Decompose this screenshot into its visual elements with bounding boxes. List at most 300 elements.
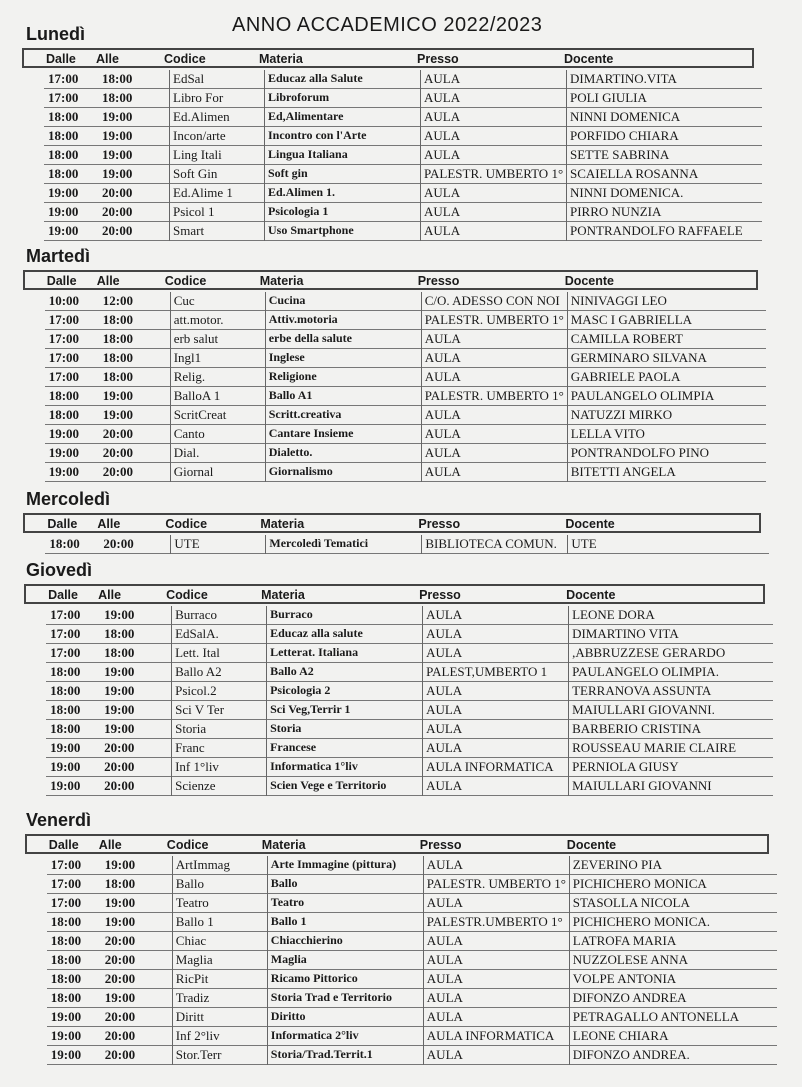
cell-presso: AULA — [423, 989, 569, 1008]
cell-dalle: 17:00 — [48, 369, 80, 384]
table-row — [45, 368, 766, 387]
cell-alle: 20:00 — [104, 740, 135, 755]
document-title: ANNO ACCADEMICO 2022/2023 — [232, 14, 543, 36]
cell-docente: LEONE DORA — [568, 606, 773, 625]
cell-alle: 19:00 — [104, 990, 136, 1005]
cell-dalle: 18:00 — [48, 147, 79, 162]
table-header — [24, 584, 765, 604]
cell-codice: Ed.Alime 1 — [169, 184, 264, 203]
cell-alle: 19:00 — [104, 702, 135, 717]
cell-dalle: 19:00 — [50, 1047, 82, 1062]
cell-alle: 20:00 — [103, 536, 134, 551]
table-row — [45, 535, 769, 554]
cell-docente: ROUSSEAU MARIE CLAIRE — [568, 739, 773, 758]
header-dalle: Dalle — [48, 838, 79, 852]
table-row — [46, 682, 773, 701]
cell-dalle: 19:00 — [50, 778, 81, 793]
header-docente: Docente — [566, 588, 616, 602]
table-row — [44, 108, 762, 127]
cell-materia: Informatica 1°liv — [266, 758, 422, 777]
cell-presso: AULA — [423, 970, 569, 989]
cell-alle: 20:00 — [104, 1009, 136, 1024]
cell-docente: ,ABBRUZZESE GERARDO — [568, 644, 773, 663]
cell-materia: Mercoledì Tematici — [265, 535, 421, 554]
cell-docente: MAIULLARI GIOVANNI — [568, 777, 773, 796]
cell-materia: Burraco — [266, 606, 422, 625]
cell-codice: Lett. Ital — [171, 644, 266, 663]
table-row — [45, 311, 766, 330]
cell-materia: Scien Vege e Territorio — [266, 777, 422, 796]
cell-materia: Maglia — [267, 951, 423, 970]
cell-codice: EdSal — [169, 70, 264, 89]
cell-materia: Arte Immagine (pittura) — [267, 856, 423, 875]
cell-alle: 18:00 — [102, 369, 134, 384]
cell-codice: Tradiz — [172, 989, 267, 1008]
cell-dalle: 19:00 — [50, 740, 81, 755]
cell-alle: 19:00 — [104, 664, 135, 679]
cell-materia: Francese — [266, 739, 422, 758]
cell-dalle: 19:00 — [48, 464, 80, 479]
table-row — [46, 758, 773, 777]
cell-dalle: 17:00 — [48, 312, 80, 327]
header-codice: Codice — [164, 274, 207, 288]
header-presso: Presso — [418, 517, 461, 531]
cell-dalle: 19:00 — [48, 223, 79, 238]
cell-presso: AULA — [422, 682, 568, 701]
header-alle: Alle — [98, 838, 122, 852]
cell-dalle: 17:00 — [48, 331, 80, 346]
table-row — [46, 625, 773, 644]
cell-dalle: 18:00 — [50, 702, 81, 717]
table-row — [47, 856, 777, 875]
cell-materia: Informatica 2°liv — [267, 1027, 423, 1046]
cell-dalle: 17:00 — [48, 71, 79, 86]
cell-presso: PALESTR. UMBERTO 1° — [420, 165, 566, 184]
cell-materia: Letterat. Italiana — [266, 644, 422, 663]
cell-alle: 20:00 — [102, 223, 133, 238]
cell-dalle: 18:00 — [48, 166, 79, 181]
table-row — [47, 951, 777, 970]
header-alle: Alle — [96, 52, 119, 66]
cell-dalle: 10:00 — [48, 293, 80, 308]
cell-materia: Inglese — [265, 349, 421, 368]
cell-alle: 20:00 — [104, 1028, 136, 1043]
cell-materia: Educaz alla Salute — [264, 70, 420, 89]
cell-materia: Psicologia 1 — [264, 203, 420, 222]
cell-docente: LEONE CHIARA — [569, 1027, 777, 1046]
cell-presso: BIBLIOTECA COMUN. — [421, 535, 567, 554]
cell-dalle: 17:00 — [50, 857, 82, 872]
cell-dalle: 18:00 — [48, 109, 79, 124]
header-dalle: Dalle — [47, 517, 78, 531]
cell-docente: GABRIELE PAOLA — [567, 368, 766, 387]
table-row — [46, 777, 773, 796]
header-materia: Materia — [260, 517, 305, 531]
cell-materia: Educaz alla salute — [266, 625, 422, 644]
cell-dalle: 18:00 — [50, 683, 81, 698]
cell-codice: Canto — [170, 425, 265, 444]
table-row — [47, 913, 777, 932]
cell-alle: 20:00 — [104, 1047, 136, 1062]
cell-materia: Scritt.creativa — [265, 406, 421, 425]
cell-codice: Ed.Alimen — [169, 108, 264, 127]
cell-dalle: 17:00 — [48, 350, 80, 365]
cell-codice: Soft Gin — [169, 165, 264, 184]
cell-docente: MASC I GABRIELLA — [567, 311, 766, 330]
cell-alle: 19:00 — [104, 914, 136, 929]
cell-alle: 19:00 — [104, 721, 135, 736]
cell-dalle: 19:00 — [50, 1028, 82, 1043]
cell-docente: UTE — [567, 535, 769, 554]
cell-presso: PALESTR. UMBERTO 1° — [421, 387, 567, 406]
table-row — [45, 444, 766, 463]
cell-dalle: 19:00 — [50, 759, 81, 774]
header-codice: Codice — [164, 52, 206, 66]
cell-alle: 20:00 — [102, 204, 133, 219]
header-codice: Codice — [166, 588, 208, 602]
cell-codice: Ballo — [172, 875, 267, 894]
cell-docente: DIMARTINO VITA — [568, 625, 773, 644]
cell-docente: PAULANGELO OLIMPIA — [567, 387, 766, 406]
cell-docente: PICHICHERO MONICA — [569, 875, 777, 894]
cell-dalle: 17:00 — [48, 90, 79, 105]
header-codice: Codice — [166, 838, 209, 852]
cell-codice: Inf 1°liv — [171, 758, 266, 777]
cell-docente: DIFONZO ANDREA — [569, 989, 777, 1008]
cell-codice: Dial. — [170, 444, 265, 463]
cell-dalle: 18:00 — [50, 914, 82, 929]
cell-presso: AULA — [420, 89, 566, 108]
header-alle: Alle — [97, 517, 121, 531]
cell-codice: RicPit — [172, 970, 267, 989]
cell-docente: ZEVERINO PIA — [569, 856, 777, 875]
cell-codice: Maglia — [172, 951, 267, 970]
cell-docente: NINIVAGGI LEO — [567, 292, 766, 311]
cell-alle: 20:00 — [104, 933, 136, 948]
cell-codice: Chiac — [172, 932, 267, 951]
table-row — [47, 989, 777, 1008]
cell-presso: AULA — [420, 222, 566, 241]
table-row — [47, 1046, 777, 1065]
cell-alle: 12:00 — [102, 293, 134, 308]
cell-presso: AULA — [420, 127, 566, 146]
cell-materia: Diritto — [267, 1008, 423, 1027]
cell-materia: Storia — [266, 720, 422, 739]
cell-codice: Psicol 1 — [169, 203, 264, 222]
cell-presso: AULA — [421, 368, 567, 387]
cell-presso: AULA — [422, 644, 568, 663]
cell-dalle: 18:00 — [48, 407, 80, 422]
day-heading: Giovedì — [26, 560, 93, 580]
cell-materia: Storia/Trad.Territ.1 — [267, 1046, 423, 1065]
cell-dalle: 18:00 — [48, 128, 79, 143]
cell-materia: Soft gin — [264, 165, 420, 184]
table-row — [47, 970, 777, 989]
cell-presso: AULA — [420, 146, 566, 165]
cell-presso: AULA — [420, 184, 566, 203]
cell-materia: Lingua Italiana — [264, 146, 420, 165]
header-materia: Materia — [259, 274, 304, 288]
cell-dalle: 18:00 — [48, 388, 80, 403]
cell-docente: GERMINARO SILVANA — [567, 349, 766, 368]
cell-alle: 19:00 — [102, 128, 133, 143]
cell-alle: 20:00 — [102, 185, 133, 200]
table-row — [45, 349, 766, 368]
cell-alle: 20:00 — [102, 426, 134, 441]
table-row — [46, 739, 773, 758]
cell-dalle: 18:00 — [50, 952, 82, 967]
cell-presso: AULA — [420, 70, 566, 89]
cell-docente: DIMARTINO.VITA — [566, 70, 762, 89]
cell-alle: 18:00 — [104, 626, 135, 641]
cell-codice: erb salut — [170, 330, 265, 349]
cell-materia: Incontro con l'Arte — [264, 127, 420, 146]
cell-codice: Ballo A2 — [171, 663, 266, 682]
cell-presso: AULA — [422, 739, 568, 758]
cell-presso: AULA — [423, 856, 569, 875]
cell-presso: AULA — [423, 951, 569, 970]
table-row — [45, 330, 766, 349]
cell-presso: PALESTR. UMBERTO 1° — [421, 311, 567, 330]
table-row — [44, 127, 762, 146]
table-row — [47, 932, 777, 951]
cell-alle: 20:00 — [104, 952, 136, 967]
cell-alle: 19:00 — [104, 857, 136, 872]
header-materia: Materia — [259, 52, 303, 66]
table-row — [45, 425, 766, 444]
cell-presso: C/O. ADESSO CON NOI — [421, 292, 567, 311]
header-docente: Docente — [565, 517, 615, 531]
cell-materia: Ballo 1 — [267, 913, 423, 932]
cell-docente: TERRANOVA ASSUNTA — [568, 682, 773, 701]
cell-materia: Libroforum — [264, 89, 420, 108]
cell-dalle: 17:00 — [50, 607, 81, 622]
cell-docente: PORFIDO CHIARA — [566, 127, 762, 146]
cell-materia: Cantare Insieme — [265, 425, 421, 444]
table-row — [46, 644, 773, 663]
cell-presso: AULA — [420, 203, 566, 222]
table-row — [47, 875, 777, 894]
cell-codice: Franc — [171, 739, 266, 758]
cell-codice: Incon/arte — [169, 127, 264, 146]
cell-codice: Ling Itali — [169, 146, 264, 165]
cell-alle: 20:00 — [104, 971, 136, 986]
cell-docente: PONTRANDOLFO RAFFAELE — [566, 222, 762, 241]
cell-presso: AULA — [423, 894, 569, 913]
cell-presso: PALESTR. UMBERTO 1° — [423, 875, 569, 894]
cell-codice: Burraco — [171, 606, 266, 625]
cell-materia: Dialetto. — [265, 444, 421, 463]
cell-alle: 20:00 — [102, 445, 134, 460]
cell-presso: AULA — [422, 720, 568, 739]
cell-presso: AULA INFORMATICA — [423, 1027, 569, 1046]
cell-presso: AULA — [421, 463, 567, 482]
cell-docente: NATUZZI MIRKO — [567, 406, 766, 425]
cell-docente: NUZZOLESE ANNA — [569, 951, 777, 970]
cell-docente: MAIULLARI GIOVANNI. — [568, 701, 773, 720]
cell-codice: Smart — [169, 222, 264, 241]
cell-codice: Relig. — [170, 368, 265, 387]
cell-dalle: 19:00 — [50, 1009, 82, 1024]
cell-alle: 20:00 — [104, 778, 135, 793]
cell-alle: 19:00 — [102, 166, 133, 181]
cell-materia: Ricamo Pittorico — [267, 970, 423, 989]
table-header — [22, 48, 754, 68]
cell-presso: AULA — [421, 349, 567, 368]
cell-materia: Ed,Alimentare — [264, 108, 420, 127]
cell-presso: AULA INFORMATICA — [422, 758, 568, 777]
table-header — [23, 513, 761, 533]
table-row — [45, 292, 766, 311]
table-row — [45, 463, 766, 482]
cell-codice: EdSalA. — [171, 625, 266, 644]
cell-codice: Sci V Ter — [171, 701, 266, 720]
cell-materia: Teatro — [267, 894, 423, 913]
cell-presso: AULA — [422, 625, 568, 644]
table-row — [45, 406, 766, 425]
cell-codice: Libro For — [169, 89, 264, 108]
cell-materia: Giornalismo — [265, 463, 421, 482]
cell-docente: PETRAGALLO ANTONELLA — [569, 1008, 777, 1027]
cell-alle: 18:00 — [104, 876, 136, 891]
day-heading: Mercoledì — [26, 489, 111, 509]
header-dalle: Dalle — [46, 52, 76, 66]
table-row — [44, 70, 762, 89]
cell-docente: VOLPE ANTONIA — [569, 970, 777, 989]
cell-docente: STASOLLA NICOLA — [569, 894, 777, 913]
table-row — [44, 146, 762, 165]
cell-materia: Ballo — [267, 875, 423, 894]
cell-docente: BARBERIO CRISTINA — [568, 720, 773, 739]
cell-docente: PERNIOLA GIUSY — [568, 758, 773, 777]
cell-docente: NINNI DOMENICA — [566, 108, 762, 127]
table-row — [46, 720, 773, 739]
cell-codice: ScritCreat — [170, 406, 265, 425]
table-row — [45, 387, 766, 406]
cell-dalle: 17:00 — [50, 895, 82, 910]
cell-presso: AULA — [421, 406, 567, 425]
cell-docente: POLI GIULIA — [566, 89, 762, 108]
day-heading: Venerdì — [26, 810, 92, 830]
header-presso: Presso — [419, 588, 461, 602]
cell-dalle: 18:00 — [50, 971, 82, 986]
cell-materia: Uso Smartphone — [264, 222, 420, 241]
cell-materia: Psicologia 2 — [266, 682, 422, 701]
cell-materia: Ballo A1 — [265, 387, 421, 406]
cell-docente: PAULANGELO OLIMPIA. — [568, 663, 773, 682]
cell-dalle: 19:00 — [48, 185, 79, 200]
cell-alle: 19:00 — [102, 147, 133, 162]
cell-docente: SETTE SABRINA — [566, 146, 762, 165]
cell-codice: Stor.Terr — [172, 1046, 267, 1065]
table-row — [47, 894, 777, 913]
table-row — [47, 1027, 777, 1046]
cell-codice: att.motor. — [170, 311, 265, 330]
cell-presso: AULA — [422, 701, 568, 720]
header-dalle: Dalle — [48, 588, 78, 602]
cell-dalle: 18:00 — [50, 990, 82, 1005]
table-row — [46, 701, 773, 720]
cell-dalle: 19:00 — [48, 445, 80, 460]
cell-dalle: 18:00 — [50, 933, 82, 948]
cell-alle: 18:00 — [102, 71, 133, 86]
cell-docente: LELLA VITO — [567, 425, 766, 444]
header-docente: Docente — [566, 838, 617, 852]
cell-dalle: 17:00 — [50, 876, 82, 891]
cell-codice: Cuc — [170, 292, 265, 311]
cell-alle: 18:00 — [102, 312, 134, 327]
cell-dalle: 17:00 — [50, 645, 81, 660]
table-row — [44, 222, 762, 241]
cell-materia: erbe della salute — [265, 330, 421, 349]
cell-codice: Storia — [171, 720, 266, 739]
day-heading: Lunedì — [26, 24, 85, 44]
table-row — [44, 184, 762, 203]
cell-docente: CAMILLA ROBERT — [567, 330, 766, 349]
cell-presso: PALEST,UMBERTO 1 — [422, 663, 568, 682]
header-presso: Presso — [419, 838, 462, 852]
cell-docente: PONTRANDOLFO PINO — [567, 444, 766, 463]
cell-alle: 20:00 — [102, 464, 134, 479]
cell-codice: Diritt — [172, 1008, 267, 1027]
cell-dalle: 18:00 — [49, 536, 80, 551]
cell-presso: AULA — [421, 330, 567, 349]
header-alle: Alle — [96, 274, 120, 288]
cell-materia: Ed.Alimen 1. — [264, 184, 420, 203]
cell-alle: 19:00 — [104, 607, 135, 622]
header-docente: Docente — [564, 52, 614, 66]
cell-codice: BalloA 1 — [170, 387, 265, 406]
cell-dalle: 18:00 — [50, 664, 81, 679]
cell-presso: AULA — [423, 1008, 569, 1027]
cell-alle: 18:00 — [102, 350, 134, 365]
table-header — [23, 270, 758, 290]
table-row — [46, 606, 773, 625]
cell-codice: UTE — [170, 535, 265, 554]
header-docente: Docente — [564, 274, 615, 288]
table-row — [44, 203, 762, 222]
header-dalle: Dalle — [46, 274, 77, 288]
cell-materia: Religione — [265, 368, 421, 387]
table-header — [25, 834, 769, 854]
table-row — [47, 1008, 777, 1027]
cell-presso: AULA — [420, 108, 566, 127]
cell-presso: AULA — [423, 1046, 569, 1065]
day-heading: Martedì — [26, 246, 91, 266]
cell-alle: 20:00 — [104, 759, 135, 774]
table-row — [46, 663, 773, 682]
cell-codice: Psicol.2 — [171, 682, 266, 701]
cell-dalle: 19:00 — [48, 204, 79, 219]
cell-alle: 19:00 — [102, 407, 134, 422]
cell-presso: AULA — [421, 425, 567, 444]
cell-alle: 19:00 — [102, 388, 134, 403]
cell-alle: 18:00 — [102, 331, 134, 346]
cell-codice: Ballo 1 — [172, 913, 267, 932]
cell-dalle: 17:00 — [50, 626, 81, 641]
header-presso: Presso — [417, 52, 459, 66]
header-codice: Codice — [165, 517, 208, 531]
cell-dalle: 18:00 — [50, 721, 81, 736]
cell-codice: Inf 2°liv — [172, 1027, 267, 1046]
table-row — [44, 89, 762, 108]
cell-codice: Scienze — [171, 777, 266, 796]
cell-codice: Giornal — [170, 463, 265, 482]
cell-codice: Ingl1 — [170, 349, 265, 368]
cell-dalle: 19:00 — [48, 426, 80, 441]
table-row — [44, 165, 762, 184]
cell-docente: BITETTI ANGELA — [567, 463, 766, 482]
